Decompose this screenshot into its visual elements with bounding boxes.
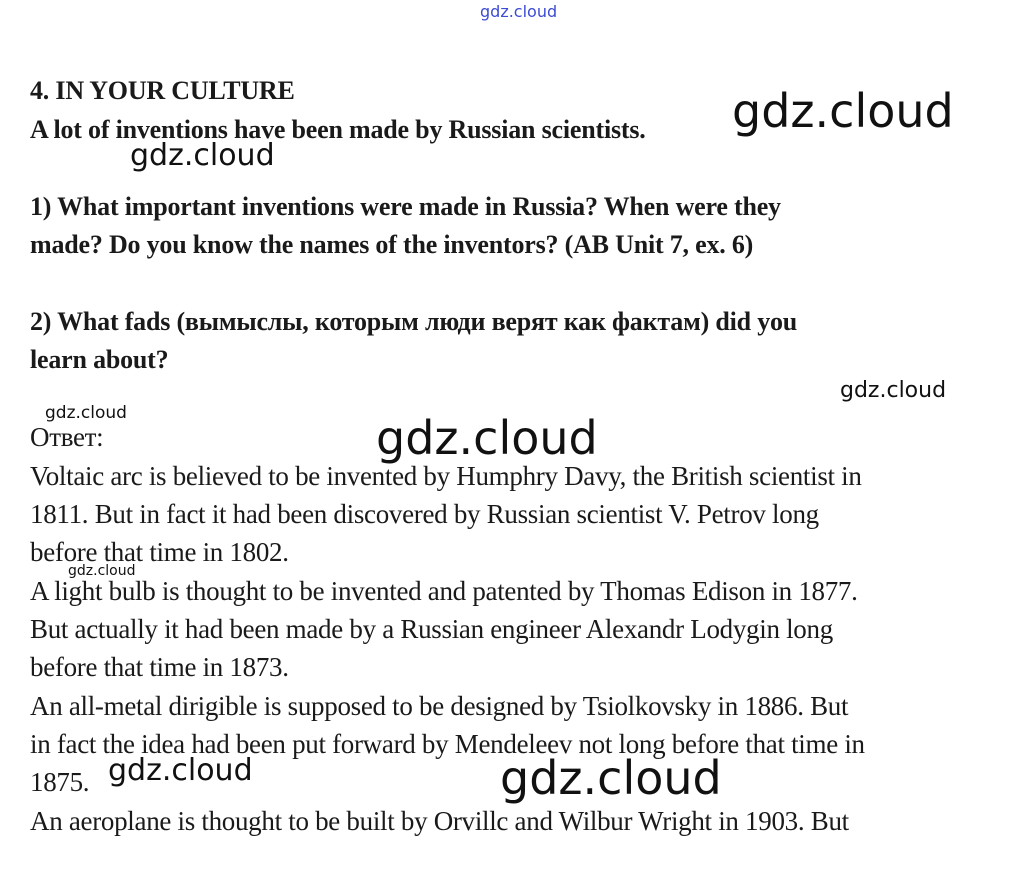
answer-line: 1875. (30, 767, 90, 797)
answer-label: Ответ: (30, 422, 104, 452)
answer-line: before that time in 1802. (30, 537, 289, 567)
watermark: gdz.cloud (732, 84, 954, 138)
question-2-line-2: learn about? (30, 345, 169, 374)
watermark: gdz.cloud (45, 403, 127, 423)
answer-line: 1811. But in fact it had been discovered by Russian scientist V. Petrov long (30, 499, 819, 529)
watermark: gdz.cloud (376, 411, 598, 465)
watermark: gdz.cloud (480, 2, 558, 21)
answer-line: in fact the idea had been put forward by Mendeleev not long before that time in (30, 729, 865, 759)
answer-line: But actually it had been made by a Russian engineer Alexandr Lodygin long (30, 614, 833, 644)
answer-line: A light bulb is thought to be invented and patented by Thomas Edison in 1877. (30, 576, 858, 606)
question-2-line-1: 2) What fads (вымыслы, которым люди верят как фактам) did you (30, 307, 798, 336)
watermark: gdz.cloud (130, 138, 275, 173)
answer-line: An aeroplane is thought to be built by Orvillc and Wilbur Wright in 1903. But (30, 806, 849, 836)
answer-line: before that time in 1873. (30, 652, 289, 682)
question-1-line-2: made? Do you know the names of the inventors? (AB Unit 7, ex. 6) (30, 230, 754, 259)
answer-line: An all-metal dirigible is supposed to be designed by Tsiolkovsky in 1886. But (30, 691, 849, 721)
watermark: gdz.cloud (500, 751, 722, 805)
answer-line: Voltaic arc is believed to be invented by Humphry Davy, the British scientist in (30, 461, 862, 491)
watermark: gdz.cloud (108, 753, 253, 788)
watermark: gdz.cloud (840, 378, 947, 403)
watermark: gdz.cloud (68, 563, 136, 579)
section-title: 4. IN YOUR CULTURE (30, 76, 295, 105)
intro-text: A lot of inventions have been made by Russian scientists. (30, 115, 646, 144)
question-1-line-1: 1) What important inventions were made in Russia? When were they (30, 192, 781, 221)
